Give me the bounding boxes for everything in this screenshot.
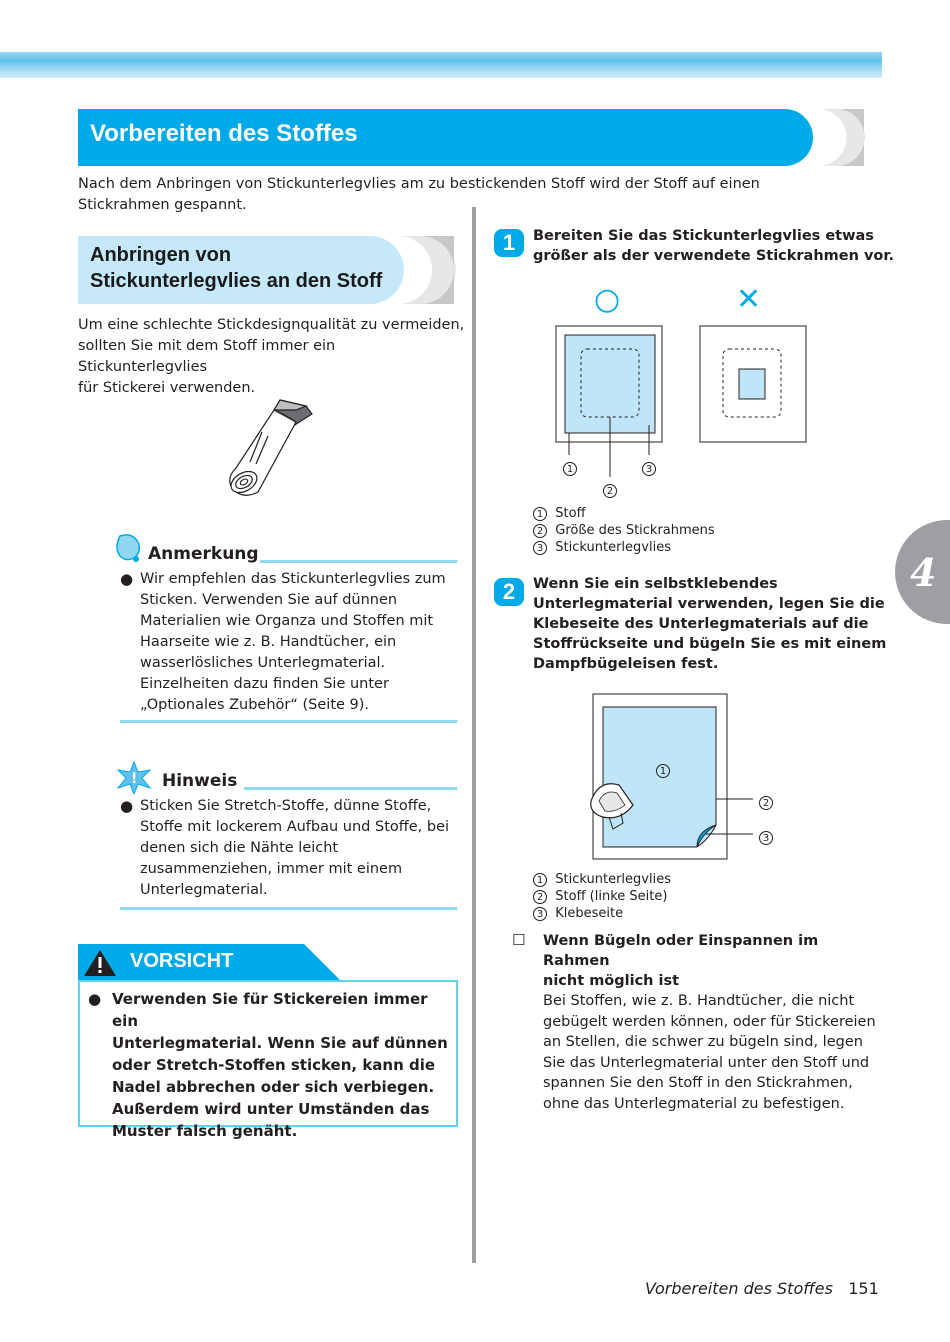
callout-number: 3	[759, 831, 773, 845]
legend-item	[533, 539, 715, 556]
section-title-line: Stickunterlegvlies an den Stoff	[90, 270, 383, 292]
note-line-text: Materialien wie Organza und Stoffen mit	[140, 613, 434, 629]
legend-text: Größe des Stickrahmens	[555, 523, 715, 538]
legend-text: Stickunterlegvlies	[555, 872, 671, 887]
hint-line-text: denen sich die Nähte leicht	[140, 840, 339, 856]
incorrect-mark-icon: ✕	[736, 282, 762, 317]
page-title: Vorbereiten des Stoffes	[90, 120, 358, 147]
step-1-line: größer als der verwendete Stickrahmen vor.	[533, 248, 894, 264]
note-bottom-rule	[120, 720, 457, 723]
caution-line-text: Verwenden Sie für Stickereien immer ein	[112, 990, 428, 1030]
bullet-icon: ●	[88, 990, 102, 1008]
note-heading: Anmerkung	[148, 544, 259, 564]
intro-line: Stickrahmen gespannt.	[78, 197, 247, 213]
callout-marker	[759, 827, 773, 846]
title-banner-decoration	[808, 109, 868, 166]
section-paragraph	[78, 315, 468, 399]
bullet-icon: ●	[120, 570, 134, 588]
legend-item	[533, 905, 671, 922]
legend-number: 2	[533, 524, 547, 538]
note-line-text: Haarseite wie z. B. Handtücher, ein	[140, 634, 397, 650]
caution-heading: VORSICHT	[130, 950, 234, 972]
hint-bottom-rule	[120, 907, 457, 910]
note-line-text: Einzelheiten dazu finden Sie unter	[140, 676, 389, 692]
caution-line-text: Außerdem wird unter Umständen das	[112, 1100, 430, 1118]
legend-number: 3	[533, 907, 547, 921]
legend-number: 1	[533, 873, 547, 887]
svg-text:!: !	[131, 771, 138, 787]
legend-item	[533, 871, 671, 888]
step-1-line: Bereiten Sie das Stickunterlegvlies etwas	[533, 228, 874, 244]
callout-marker	[642, 458, 656, 477]
tip-line-text: ohne das Unterlegmaterial zu befestigen.	[543, 1095, 845, 1112]
tip-line-text: Sie das Unterlegmaterial unter den Stoff und	[543, 1054, 870, 1071]
legend-text: Stoff (linke Seite)	[555, 889, 668, 904]
note-bell-icon	[112, 532, 148, 564]
step-2-line: Dampfbügeleisen fest.	[533, 656, 719, 672]
legend-text: Stoff	[555, 506, 586, 521]
hint-heading-rule	[244, 787, 457, 790]
callout-marker	[563, 458, 577, 477]
stabilizer-size-diagram	[555, 325, 811, 445]
callout-number: 2	[603, 484, 617, 498]
chapter-number: 4	[910, 550, 937, 595]
legend-item	[533, 522, 715, 539]
tip-heading-line: Wenn Bügeln oder Einspannen im Rahmen	[543, 933, 819, 969]
section-paragraph-line: Um eine schlechte Stickdesignqualität zu vermeiden,	[78, 317, 465, 333]
callout-number: 1	[563, 462, 577, 476]
callout-marker	[603, 480, 617, 499]
ironing-diagram	[585, 693, 785, 865]
tip-checkbox-icon: ☐	[512, 931, 526, 949]
legend-number: 1	[533, 507, 547, 521]
tip-body	[543, 991, 883, 1114]
hint-line-text: zusammenziehen, immer mit einem	[140, 861, 403, 877]
section-title-line: Anbringen von	[90, 244, 232, 266]
note-heading-rule	[260, 560, 457, 563]
bullet-icon: ●	[120, 797, 134, 815]
tip-heading-line: nicht möglich ist	[543, 973, 680, 989]
hint-line-text: Sticken Sie Stretch-Stoffe, dünne Stoffe,	[140, 798, 432, 814]
hint-line-text: Stoffe mit lockerem Aufbau und Stoffe, bei	[140, 819, 450, 835]
hint-star-icon	[114, 760, 154, 794]
legend-item	[533, 888, 671, 905]
caution-line-text: Muster falsch genäht.	[112, 1122, 298, 1140]
note-line-text: Wir empfehlen das Stickunterlegvlies zum	[140, 571, 446, 587]
section-paragraph-line: für Stickerei verwenden.	[78, 380, 256, 396]
step-2-number: 2	[494, 578, 524, 606]
section-paragraph-line: sollten Sie mit dem Stoff immer ein Stickunterlegvlies	[78, 338, 336, 375]
note-line-text: wasserlösliches Unterlegmaterial.	[140, 655, 386, 671]
section-heading-decoration	[396, 236, 456, 304]
tip-line-text: an Stellen, die schwer zu bügeln sind, legen	[543, 1034, 863, 1050]
tip-block	[543, 931, 883, 1114]
step-2-line: Unterlegmaterial verwenden, legen Sie die	[533, 596, 885, 612]
caution-body	[88, 988, 456, 1142]
callout-number: 3	[642, 462, 656, 476]
tip-heading	[543, 931, 883, 991]
tip-line-text: gebügelt werden können, oder für Stickereien	[543, 1013, 876, 1030]
hint-body	[120, 796, 460, 901]
page-number: 151	[848, 1279, 879, 1298]
correct-mark-icon: ○	[594, 282, 621, 317]
callout-number: 1	[656, 764, 670, 778]
step-1-number: 1	[494, 229, 524, 257]
step-2-line: Klebeseite des Unterlegmaterials auf die	[533, 616, 869, 632]
caution-line-text: oder Stretch-Stoffen sticken, kann die	[112, 1056, 436, 1074]
callout-number: 2	[759, 796, 773, 810]
callout-marker	[759, 792, 773, 811]
hint-heading: Hinweis	[162, 771, 238, 791]
section-title	[90, 242, 382, 294]
step-2-line: Stoffrückseite und bügeln Sie es mit einem	[533, 636, 887, 652]
tip-line-text: spannen Sie den Stoff in den Stickrahmen,	[543, 1075, 853, 1091]
header-stripe	[0, 52, 882, 78]
note-body	[120, 569, 460, 716]
step-2-legend	[533, 871, 671, 922]
hint-line-text: Unterlegmaterial.	[140, 882, 268, 898]
note-line-text: „Optionales Zubehör“ (Seite 9).	[140, 697, 370, 713]
legend-number: 3	[533, 541, 547, 555]
callout-marker	[656, 760, 670, 779]
intro-paragraph	[78, 174, 838, 216]
step-2-text	[533, 574, 933, 674]
legend-text: Klebeseite	[555, 906, 624, 921]
step-2-line: Wenn Sie ein selbstklebendes	[533, 576, 778, 592]
caution-line-text: Unterlegmaterial. Wenn Sie auf dünnen	[112, 1034, 448, 1052]
intro-line: Nach dem Anbringen von Stickunterlegvlies am zu bestickenden Stoff wird der Stoff auf einen	[78, 176, 760, 192]
column-divider	[472, 207, 476, 1263]
footer-title: Vorbereiten des Stoffes	[645, 1279, 833, 1298]
stabilizer-roll-illustration	[222, 392, 322, 504]
tip-line-text: Bei Stoffen, wie z. B. Handtücher, die nicht	[543, 993, 855, 1009]
legend-text: Stickunterlegvlies	[555, 540, 671, 555]
step-1-legend	[533, 505, 715, 556]
legend-number: 2	[533, 890, 547, 904]
legend-item	[533, 505, 715, 522]
note-line-text: Sticken. Verwenden Sie auf dünnen	[140, 592, 398, 608]
step-1-text	[533, 226, 933, 266]
caution-line-text: Nadel abbrechen oder sich verbiegen.	[112, 1078, 435, 1096]
page-footer	[645, 1279, 879, 1298]
